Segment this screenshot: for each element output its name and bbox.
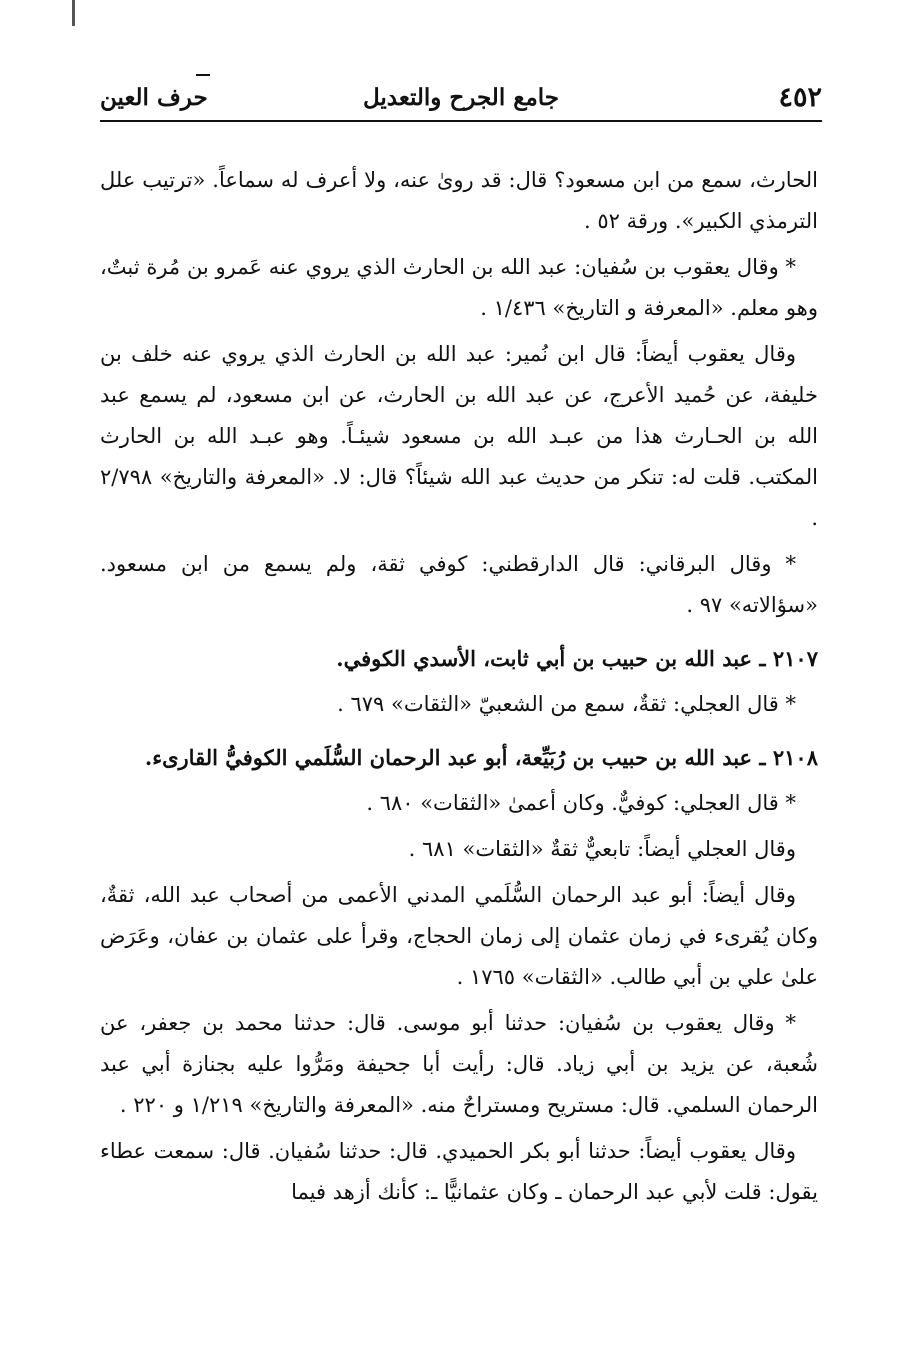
header-rule xyxy=(100,120,822,122)
paragraph-ijli-2108-a: * قال العجلي: كوفيٌّ. وكان أعمىٰ «الثقات» ٦٨٠ . xyxy=(366,791,796,815)
book-title: جامع الجرح والتعديل xyxy=(362,84,560,111)
paragraph-yaqub-1: * وقال يعقوب بن سُفيان: عبد الله بن الحارث الذي يروي عنه عَمرو بن مُرة ثبتٌ، وهو معلم. «المعرفة و التاريخ» ١/٤٣٦ . xyxy=(100,255,818,320)
page-edge-mark xyxy=(72,0,75,26)
entry-heading-2107: ٢١٠٧ ـ عبد الله بن حبيب بن أبي ثابت، الأسدي الكوفي. xyxy=(336,646,818,671)
paragraph-ijli-2107: * قال العجلي: ثقةٌ، سمع من الشعبيّ «الثقات» ٦٧٩ . xyxy=(337,692,796,716)
entry-heading-2108: ٢١٠٨ ـ عبد الله بن حبيب بن رُبَيِّعة، أبو عبد الرحمان السُّلَمي الكوفيُّ القارىء. xyxy=(144,745,818,770)
paragraph-yaqub-3: * وقال يعقوب بن سُفيان: حدثنا أبو موسى. قال: حدثنا محمد بن جعفر، عن شُعبة، عن يزيد بن أبي زياد. قال: رأيت أبا جحيفة ومَرُّوا عليه بجنازة أبي عبد الرحمان السلمي. قال: مستريح ومستراحٌ منه. «المعرفة والتاريخ» ١/٢١٩ و ٢٢٠ . xyxy=(100,1011,818,1117)
paragraph-barqani: * وقال البرقاني: قال الدارقطني: كوفي ثقة، ولم يسمع من ابن مسعود. «سؤالاته» ٩٧ . xyxy=(100,552,818,617)
paragraph-yaqub-2: وقال يعقوب أيضاً: قال ابن نُمير: عبد الله بن الحارث الذي يروي عنه خلف بن خليفة، عن حُميد الأعرج، عن عبد الله بن الحارث، عن ابن مسعود، لم يسمع عبد الله بن الحـارث هذا من عبـد الله بن مسعود شيئـاً. وهو عبـد الله بن الحارث المكتب. قلت له: تنكر من حديث عبد الله شيئاً؟ قال: لا. «المعرفة والتاريخ» ٢/٧٩٨ . xyxy=(100,342,818,530)
paragraph-ijli-2108-c: وقال أيضاً: أبو عبد الرحمان السُّلَمي المدني الأعمى من أصحاب عبد الله، ثقةٌ، وكان يُقرىء في زمان عثمان إلى زمان الحجاج، وقرأ على عثمان بن عفان، وعَرَض علىٰ علي بن أبي طالب. «الثقات» ١٧٦٥ . xyxy=(100,883,818,989)
page-number: ٤٥٢ xyxy=(778,82,822,113)
paragraph-ijli-2108-b: وقال العجلي أيضاً: تابعيٌّ ثقةٌ «الثقات» ٦٨١ . xyxy=(408,837,796,861)
section-title: حرف العين xyxy=(100,84,208,111)
running-header xyxy=(100,70,822,122)
paragraph-yaqub-4: وقال يعقوب أيضاً: حدثنا أبو بكر الحميدي. قال: حدثنا سُفيان. قال: سمعت عطاء يقول: قلت لأبي عبد الرحمان ـ وكان عثمانيًّا ـ: كأنك أزهد فيما xyxy=(100,1139,818,1204)
paragraph-continued: الحارث، سمع من ابن مسعود؟ قال: قد روىٰ عنه، ولا أعرف له سماعاً. «ترتيب علل الترمذي الكبير». ورقة ٥٢ . xyxy=(100,168,818,233)
page-body xyxy=(100,160,818,1218)
header-ornament xyxy=(196,74,210,76)
